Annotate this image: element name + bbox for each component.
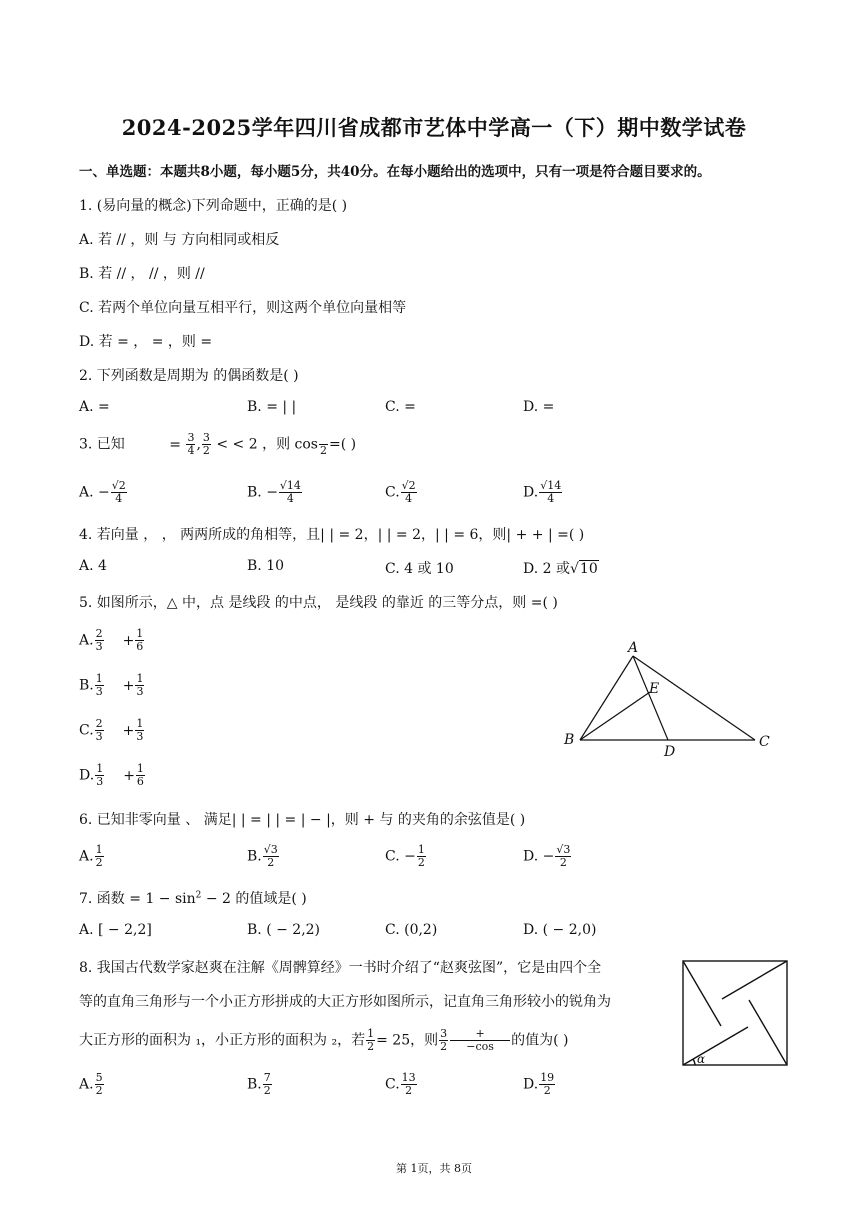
q2-option-b: B. = | |: [247, 399, 297, 415]
q1-option-a: A. 若 // ，则 与 方向相同或相反: [79, 232, 280, 248]
q8-option-d: D. $\frac{19}{2}$: [523, 1071, 555, 1097]
q6-option-d: D. − $\frac{√3}{2}$: [523, 843, 571, 869]
label-d: D: [664, 744, 676, 760]
q7-option-b: B. ( − 2,2): [247, 922, 321, 938]
q3-fraction-1: $\frac{3}{4}$: [187, 431, 195, 457]
segment-be: [580, 692, 650, 740]
q5-stem: 5. 如图所示，△ 中，点 是线段 的中点， 是线段 的靠近 的三等分点，则 =( ): [79, 595, 558, 611]
q3-option-c: C. $\frac{√2}{4}$: [385, 479, 416, 505]
q2-option-a: A. =: [79, 399, 110, 415]
q3-half: 2: [319, 432, 328, 457]
q8-line1: 8. 我国古代数学家赵爽在注解《周髀算经》一书时介绍了“赵爽弦图”，它是由四个全: [79, 960, 602, 976]
q8-line3: 大正方形的面积为 ₁，小正方形的面积为 ₂，若 $\frac{1}{2}$ = 25，则 $\frac{3}{2}$ $\frac{+}{-\cos}$ 的值为( ): [79, 1027, 569, 1053]
q3-inequality: < < 2 ，则 cos: [216, 436, 318, 453]
q8-line2: 等的直角三角形与一个小正方形拼成的大正方形如图所示，记直角三角形较小的锐角为: [79, 994, 611, 1010]
alpha-label: α: [697, 1052, 706, 1066]
q4-option-a: A. 4: [79, 558, 107, 574]
outer-square: [683, 961, 787, 1065]
triangle-figure: [560, 640, 780, 760]
zhao-shuang-diagram: [680, 958, 790, 1068]
q1-option-d: D. 若 = ， = ，则 =: [79, 334, 213, 350]
q4-stem: 4. 若向量 ， ， 两两所成的角相等，且| | = 2，| | = 2，| | = 6，则| + + | =( ): [79, 527, 585, 543]
q4-option-c: C. 4 或 10: [385, 561, 454, 577]
q2-stem: 2. 下列函数是周期为 的偶函数是( ): [79, 368, 299, 384]
section-heading: 一、单选题：本题共8小题，每小题5分，共40分。在每小题给出的选项中，只有一项是符合题目要求的。: [79, 164, 711, 180]
q6-stem: 6. 已知非零向量 、 满足| | = | | = | − |，则 + 与 的夹角的余弦值是( ): [79, 812, 526, 828]
q3-option-b: B. − $\frac{√14}{4}$: [247, 479, 301, 505]
q7-option-c: C. (0,2): [385, 922, 438, 938]
angle-arc: [693, 1059, 695, 1065]
edge-ac: [633, 656, 755, 740]
q8-option-b: B. $\frac{7}{2}$: [247, 1071, 271, 1097]
q2-option-d: D. =: [523, 399, 555, 415]
q7-option-d: D. ( − 2,0): [523, 922, 597, 938]
inner-line-3: [722, 961, 787, 999]
q3-option-d: D. $\frac{√14}{4}$: [523, 479, 562, 505]
label-e: E: [649, 681, 660, 697]
q5-option-d: D. $\frac{1}{3}$ + $\frac{1}{6}$: [79, 762, 144, 788]
q5-option-a: A. $\frac{2}{3}$ + $\frac{1}{6}$: [79, 627, 144, 653]
label-b: B: [564, 732, 575, 748]
q1-option-c: C. 若两个单位向量互相平行，则这两个单位向量相等: [79, 300, 407, 316]
q3-stem-end: =( ): [328, 436, 357, 453]
label-a: A: [628, 640, 639, 656]
q4-option-b: B. 10: [247, 558, 285, 574]
q8-option-c: C. $\frac{13}{2}$: [385, 1071, 416, 1097]
q3-fraction-2: $\frac{3}{2}$: [202, 431, 210, 457]
label-c: C: [759, 734, 770, 750]
page-footer: 第 1页，共 8页: [396, 1162, 472, 1175]
q6-option-b: B. $\frac{√3}{2}$: [247, 843, 278, 869]
q4-option-d: D. 2 或√10: [523, 561, 598, 577]
inner-line-4: [683, 961, 721, 1026]
q6-option-a: A. $\frac{1}{2}$: [79, 843, 103, 869]
q6-option-c: C. − $\frac{1}{2}$: [385, 843, 425, 869]
q3-stem: 3. 已知 = $\frac{3}{4}$ , $\frac{3}{2}$ < < 2 ，则 cos 2 =( ): [79, 431, 357, 457]
inner-line-2: [749, 1000, 787, 1065]
edge-ab: [580, 656, 633, 740]
q8-option-a: A. $\frac{5}{2}$: [79, 1071, 103, 1097]
q7-option-a: A. [ − 2,2]: [79, 922, 152, 938]
q7-stem: 7. 函数 = $1 - \sin^2 - 2$ 的值域是( ): [79, 890, 307, 907]
q3-equals: =: [169, 436, 181, 453]
q1-option-b: B. 若 // ， // ，则 //: [79, 266, 205, 282]
q5-option-b: B. $\frac{1}{3}$ + $\frac{1}{3}$: [79, 672, 144, 698]
q3-stem-prefix: 3. 已知: [79, 436, 125, 453]
q5-option-c: C. $\frac{2}{3}$ + $\frac{1}{3}$: [79, 717, 144, 743]
q3-option-a: A. − $\frac{√2}{4}$: [79, 479, 126, 505]
page-title: 2024-2025学年四川省成都市艺体中学高一（下）期中数学试卷: [121, 115, 747, 140]
q1-stem: 1. (易向量的概念)下列命题中，正确的是( ): [79, 198, 348, 214]
q2-option-c: C. =: [385, 399, 416, 415]
